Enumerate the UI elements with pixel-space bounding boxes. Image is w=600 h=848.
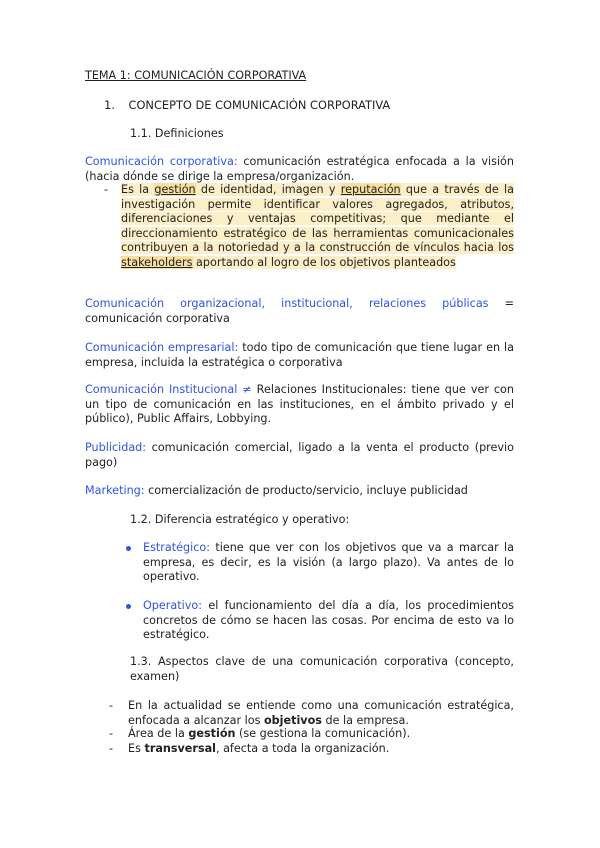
definition-term: Comunicación corporativa: <box>85 155 238 168</box>
section-title: CONCEPTO DE COMUNICACIÓN CORPORATIVA <box>128 98 391 112</box>
bullet-text-part: aportando al logro de los objetivos planteados <box>192 255 456 269</box>
definition-term: Comunicación Institucional ≠ <box>85 383 252 396</box>
item-term: Operativo: <box>143 599 202 612</box>
definition-comunicacion-corporativa <box>85 155 514 184</box>
definition-comunicacion-organizacional <box>85 297 514 326</box>
definition-term: Publicidad: <box>85 441 147 454</box>
definition-text: = comunicación corporativa <box>85 297 515 325</box>
aspect-text: de la empresa. <box>321 713 409 727</box>
definition-text: comunicación estratégica enfocada a la visión (hacia dónde se dirige la empresa/organización. <box>85 155 514 183</box>
definition-term: Comunicación empresarial: <box>85 341 239 354</box>
item-estrategico <box>143 541 514 585</box>
bullet-dash: - <box>109 699 114 712</box>
bullet-text-part: Es la <box>121 183 155 196</box>
definition-publicidad <box>85 441 514 470</box>
aspect-text: En la actualidad se entiende como una comunicación estratégica, enfocada a alcanzar los <box>128 699 514 727</box>
bullet-underlined-word: gestión <box>154 183 196 196</box>
bullet-text-part: de identidad, imagen y <box>195 183 341 196</box>
aspect-text: Es <box>128 742 145 755</box>
highlighted-bullet <box>121 183 514 271</box>
document-title: TEMA 1: COMUNICACIÓN CORPORATIVA <box>85 69 307 82</box>
key-aspect-2 <box>128 727 514 742</box>
bullet-underlined-word: stakeholders <box>121 255 193 269</box>
definition-term: Marketing: <box>85 484 145 497</box>
key-aspect-3 <box>128 742 514 757</box>
aspect-bold: transversal <box>144 742 216 755</box>
aspect-text: Área de la <box>128 727 189 740</box>
bullet-dot-icon <box>126 604 131 609</box>
aspect-text: (se gestiona la comunicación). <box>235 727 411 740</box>
definition-text: todo tipo de comunicación que tiene lugar en la empresa, incluida la estratégica o corporativa <box>85 341 514 369</box>
bullet-dash: - <box>109 727 114 740</box>
definition-comunicacion-empresarial <box>85 341 514 370</box>
bullet-dash: - <box>104 183 109 196</box>
aspect-bold: gestión <box>188 727 236 740</box>
subsection-heading-diferencia: 1.2. Diferencia estratégico y operativo: <box>130 513 350 526</box>
definition-text: Relaciones Institucionales: tiene que ver con un tipo de comunicación en las instituciones, en el ámbito privado y el público), Public Affairs, Lobbying. <box>85 383 514 426</box>
aspect-bold: objetivos <box>263 713 322 727</box>
bullet-dot-icon <box>126 546 131 551</box>
bullet-dash: - <box>109 742 114 755</box>
bullet-underlined-word: reputación <box>340 183 401 196</box>
bullet-text-part: que a través de la investigación permite identificar valores agregados, atributos, diferenciaciones y ventajas competitivas; que mediante el direccionamiento estratégico de las herramientas comunicacionales contribuyen a la notoriedad y a la construcción de vínculos hacia los <box>121 183 514 255</box>
definition-text: comunicación comercial, ligado a la venta el producto (previo pago) <box>85 441 514 469</box>
subsection-heading-definiciones: 1.1. Definiciones <box>130 127 224 140</box>
item-text: tiene que ver con los objetivos que va a marcar la empresa, es decir, es la visión (a largo plazo). Va antes de lo operativo. <box>143 541 514 584</box>
definition-term: Comunicación organizacional, institucional, relaciones públicas <box>85 297 489 310</box>
definition-marketing <box>85 484 514 499</box>
item-text: el funcionamiento del día a día, los procedimientos concretos de cómo se hacen las cosas. Por encima de esto va lo estratégico. <box>143 599 514 642</box>
subsection-heading-aspectos: 1.3. Aspectos clave de una comunicación corporativa (concepto, examen) <box>130 655 514 683</box>
definition-comunicacion-institucional <box>85 383 514 427</box>
aspect-text: , afecta a toda la organización. <box>215 742 390 755</box>
item-operativo <box>143 599 514 643</box>
section-heading-1 <box>104 98 390 112</box>
key-aspect-1 <box>128 699 514 728</box>
section-number: 1. <box>104 98 115 112</box>
item-term: Estratégico: <box>143 541 210 554</box>
definition-text: comercialización de producto/servicio, incluye publicidad <box>144 484 468 497</box>
